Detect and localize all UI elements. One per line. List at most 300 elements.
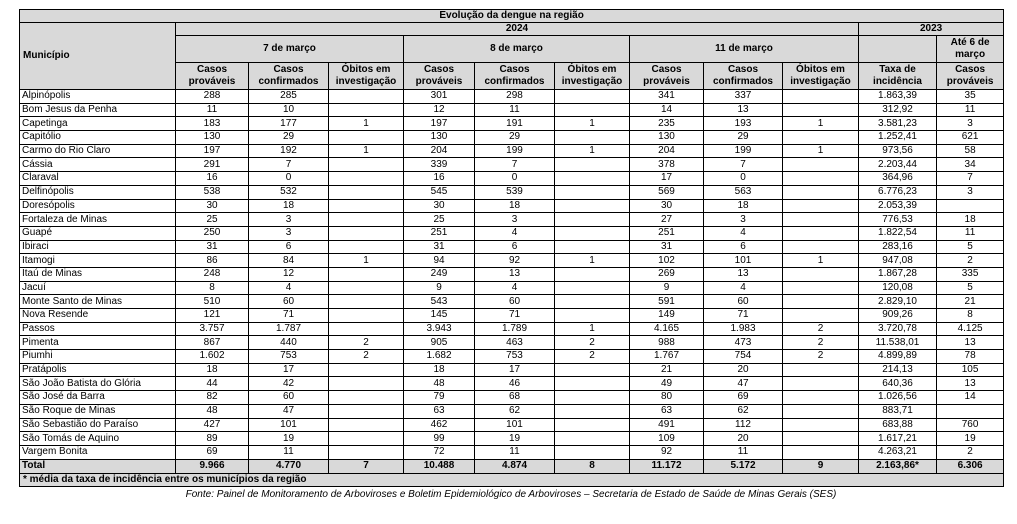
table-row (20, 377, 1004, 391)
value-cell: 2 (937, 254, 1004, 268)
value-cell (783, 267, 859, 281)
value-cell (555, 418, 630, 432)
value-cell (783, 309, 859, 323)
value-cell: 60 (704, 295, 783, 309)
value-cell: 364,96 (859, 172, 937, 186)
value-cell: 183 (176, 117, 249, 131)
municipio-cell: São Sebastião do Paraíso (20, 418, 176, 432)
sub-provaveis: Casos prováveis (404, 63, 475, 90)
value-cell: 378 (630, 158, 704, 172)
table-row (20, 295, 1004, 309)
value-cell: 2.053,39 (859, 199, 937, 213)
value-cell: 288 (176, 90, 249, 104)
value-cell: 2.203,44 (859, 158, 937, 172)
value-cell: 2.829,10 (859, 295, 937, 309)
value-cell (555, 281, 630, 295)
value-cell: 72 (404, 445, 475, 459)
sub-confirmados: Casos confirmados (249, 63, 329, 90)
value-cell: 25 (176, 213, 249, 227)
value-cell: 79 (404, 391, 475, 405)
table-title: Evolução da dengue na região (20, 10, 1004, 23)
value-cell: 2 (783, 350, 859, 364)
year-2023-header: 2023 (859, 23, 1004, 36)
municipio-cell: Jacuí (20, 281, 176, 295)
municipio-cell: Fortaleza de Minas (20, 213, 176, 227)
value-cell: 0 (704, 172, 783, 186)
value-cell: 11 (937, 226, 1004, 240)
value-cell: 776,53 (859, 213, 937, 227)
value-cell: 112 (704, 418, 783, 432)
value-cell: 199 (475, 144, 555, 158)
value-cell: 2 (555, 336, 630, 350)
value-cell: 44 (176, 377, 249, 391)
value-cell (329, 90, 404, 104)
table-row (20, 309, 1004, 323)
table-row (20, 199, 1004, 213)
municipio-cell: Itamogi (20, 254, 176, 268)
municipio-cell: Cássia (20, 158, 176, 172)
value-cell: 89 (176, 432, 249, 446)
value-cell: 11 (475, 445, 555, 459)
municipio-cell: Guapé (20, 226, 176, 240)
sub-taxa: Taxa de incidência (859, 63, 937, 90)
value-cell: 640,36 (859, 377, 937, 391)
value-cell (329, 445, 404, 459)
value-cell: 1 (555, 117, 630, 131)
value-cell: 1 (555, 144, 630, 158)
value-cell: 86 (176, 254, 249, 268)
municipio-cell: Bom Jesus da Penha (20, 103, 176, 117)
value-cell (783, 404, 859, 418)
source-text: Fonte: Painel de Monitoramento de Arboviroses e Boletim Epidemiológico de Arboviroses – Secretaria de Estado de Saúde de Minas Gerais (SES) (185, 488, 837, 500)
table-row (20, 103, 1004, 117)
value-cell: 62 (704, 404, 783, 418)
value-cell: 84 (249, 254, 329, 268)
value-cell (555, 445, 630, 459)
value-cell: 197 (176, 144, 249, 158)
value-cell (329, 432, 404, 446)
value-cell: 4.125 (937, 322, 1004, 336)
value-cell (555, 404, 630, 418)
value-cell: 30 (176, 199, 249, 213)
table-row (20, 254, 1004, 268)
value-cell (783, 363, 859, 377)
value-cell: 1.787 (249, 322, 329, 336)
date-7-marco: 7 de março (176, 36, 404, 63)
value-cell: 491 (630, 418, 704, 432)
value-cell (329, 213, 404, 227)
total-cell: 5.172 (704, 459, 783, 473)
table-row (20, 432, 1004, 446)
municipio-cell: Capitólio (20, 131, 176, 145)
value-cell: 1 (329, 117, 404, 131)
value-cell (783, 103, 859, 117)
value-cell: 35 (937, 90, 1004, 104)
value-cell: 2 (783, 336, 859, 350)
value-cell (555, 131, 630, 145)
value-cell: 62 (475, 404, 555, 418)
municipio-cell: Capetinga (20, 117, 176, 131)
sub-provaveis: Casos prováveis (630, 63, 704, 90)
municipio-cell: São João Batista do Glória (20, 377, 176, 391)
value-cell: 5 (937, 281, 1004, 295)
value-cell: 5 (937, 240, 1004, 254)
value-cell: 31 (404, 240, 475, 254)
value-cell (555, 309, 630, 323)
value-cell: 563 (704, 185, 783, 199)
total-cell: 9 (783, 459, 859, 473)
value-cell: 753 (475, 350, 555, 364)
value-cell: 99 (404, 432, 475, 446)
footnote: * média da taxa de incidência entre os municípios da região (20, 473, 1004, 486)
total-label: Total (20, 459, 176, 473)
value-cell (783, 445, 859, 459)
value-cell: 3 (249, 226, 329, 240)
value-cell: 145 (404, 309, 475, 323)
value-cell: 2 (329, 336, 404, 350)
value-cell (555, 90, 630, 104)
value-cell: 25 (404, 213, 475, 227)
value-cell: 14 (630, 103, 704, 117)
value-cell: 11 (475, 103, 555, 117)
value-cell: 337 (704, 90, 783, 104)
value-cell: 8 (937, 309, 1004, 323)
table-row (20, 418, 1004, 432)
value-cell: 31 (630, 240, 704, 254)
table-row (20, 240, 1004, 254)
municipio-cell: Vargem Bonita (20, 445, 176, 459)
sub-obitos: Óbitos em investigação (783, 63, 859, 90)
value-cell: 191 (475, 117, 555, 131)
date-8-marco: 8 de março (404, 36, 630, 63)
value-cell: 19 (475, 432, 555, 446)
table-row (20, 185, 1004, 199)
value-cell: 42 (249, 377, 329, 391)
value-cell: 13 (704, 267, 783, 281)
value-cell: 4 (475, 226, 555, 240)
year-2024-header: 2024 (176, 23, 859, 36)
value-cell: 204 (630, 144, 704, 158)
value-cell (329, 418, 404, 432)
value-cell: 78 (937, 350, 1004, 364)
value-cell: 341 (630, 90, 704, 104)
value-cell (555, 295, 630, 309)
value-cell (783, 391, 859, 405)
value-cell: 4 (475, 281, 555, 295)
value-cell: 29 (475, 131, 555, 145)
table-row (20, 90, 1004, 104)
value-cell: 94 (404, 254, 475, 268)
value-cell: 130 (630, 131, 704, 145)
value-cell: 80 (630, 391, 704, 405)
table-body (20, 90, 1004, 460)
value-cell: 7 (249, 158, 329, 172)
value-cell: 301 (404, 90, 475, 104)
value-cell: 16 (404, 172, 475, 186)
value-cell: 130 (404, 131, 475, 145)
value-cell: 69 (176, 445, 249, 459)
value-cell: 47 (249, 404, 329, 418)
table-row (20, 158, 1004, 172)
value-cell: 197 (404, 117, 475, 131)
value-cell: 18 (475, 199, 555, 213)
value-cell: 6 (249, 240, 329, 254)
value-cell: 105 (937, 363, 1004, 377)
sub-obitos: Óbitos em investigação (329, 63, 404, 90)
sub-confirmados: Casos confirmados (704, 63, 783, 90)
value-cell: 235 (630, 117, 704, 131)
sub-confirmados: Casos confirmados (475, 63, 555, 90)
value-cell: 29 (704, 131, 783, 145)
dengue-table (19, 9, 1004, 487)
value-cell (329, 240, 404, 254)
value-cell: 4 (704, 226, 783, 240)
value-cell: 92 (475, 254, 555, 268)
dengue-table-container (19, 9, 1003, 500)
value-cell: 905 (404, 336, 475, 350)
value-cell (555, 226, 630, 240)
value-cell: 71 (475, 309, 555, 323)
municipio-cell: Pimenta (20, 336, 176, 350)
value-cell: 988 (630, 336, 704, 350)
value-cell: 16 (176, 172, 249, 186)
value-cell: 248 (176, 267, 249, 281)
value-cell: 3 (475, 213, 555, 227)
total-row (20, 459, 1004, 473)
value-cell (783, 295, 859, 309)
value-cell: 1.026,56 (859, 391, 937, 405)
value-cell: 12 (249, 267, 329, 281)
value-cell: 291 (176, 158, 249, 172)
value-cell: 177 (249, 117, 329, 131)
value-cell (783, 432, 859, 446)
value-cell (329, 309, 404, 323)
value-cell: 214,13 (859, 363, 937, 377)
value-cell (937, 404, 1004, 418)
total-cell: 6.306 (937, 459, 1004, 473)
value-cell: 250 (176, 226, 249, 240)
value-cell: 68 (475, 391, 555, 405)
table-row (20, 226, 1004, 240)
value-cell: 120,08 (859, 281, 937, 295)
value-cell: 3 (704, 213, 783, 227)
value-cell: 48 (176, 404, 249, 418)
value-cell: 17 (630, 172, 704, 186)
value-cell (329, 281, 404, 295)
value-cell: 3.720,78 (859, 322, 937, 336)
col-municipio-header: Município (20, 23, 176, 90)
value-cell: 1.789 (475, 322, 555, 336)
value-cell (555, 432, 630, 446)
value-cell: 1.767 (630, 350, 704, 364)
sub-provaveis-2023: Casos prováveis (937, 63, 1004, 90)
value-cell: 63 (404, 404, 475, 418)
value-cell (555, 103, 630, 117)
table-row (20, 391, 1004, 405)
value-cell: 1 (555, 322, 630, 336)
value-cell (555, 185, 630, 199)
value-cell: 130 (176, 131, 249, 145)
value-cell: 947,08 (859, 254, 937, 268)
municipio-cell: São José da Barra (20, 391, 176, 405)
value-cell: 760 (937, 418, 1004, 432)
table-row (20, 213, 1004, 227)
total-cell: 11.172 (630, 459, 704, 473)
value-cell: 909,26 (859, 309, 937, 323)
value-cell: 867 (176, 336, 249, 350)
value-cell (329, 131, 404, 145)
value-cell: 0 (249, 172, 329, 186)
value-cell: 13 (937, 336, 1004, 350)
table-row (20, 322, 1004, 336)
value-cell: 2 (555, 350, 630, 364)
value-cell: 543 (404, 295, 475, 309)
value-cell: 1 (783, 144, 859, 158)
table-row (20, 131, 1004, 145)
value-cell: 4.165 (630, 322, 704, 336)
value-cell: 10 (249, 103, 329, 117)
value-cell (783, 131, 859, 145)
municipio-cell: São Roque de Minas (20, 404, 176, 418)
value-cell (329, 295, 404, 309)
value-cell: 18 (704, 199, 783, 213)
municipio-cell: Nova Resende (20, 309, 176, 323)
value-cell: 12 (404, 103, 475, 117)
value-cell (783, 418, 859, 432)
value-cell: 47 (704, 377, 783, 391)
value-cell: 17 (249, 363, 329, 377)
table-row (20, 117, 1004, 131)
value-cell (555, 213, 630, 227)
value-cell: 82 (176, 391, 249, 405)
value-cell: 1 (329, 254, 404, 268)
value-cell: 71 (249, 309, 329, 323)
value-cell: 19 (937, 432, 1004, 446)
value-cell (329, 322, 404, 336)
value-cell: 569 (630, 185, 704, 199)
total-cell: 2.163,86* (859, 459, 937, 473)
value-cell: 683,88 (859, 418, 937, 432)
value-cell: 63 (630, 404, 704, 418)
value-cell: 1 (783, 254, 859, 268)
value-cell (329, 185, 404, 199)
value-cell: 60 (249, 295, 329, 309)
total-cell: 9.966 (176, 459, 249, 473)
value-cell: 48 (404, 377, 475, 391)
value-cell (783, 199, 859, 213)
municipio-cell: Doresópolis (20, 199, 176, 213)
value-cell: 4 (249, 281, 329, 295)
table-row (20, 445, 1004, 459)
value-cell: 2 (937, 445, 1004, 459)
value-cell (329, 377, 404, 391)
municipio-cell: São Tomás de Aquino (20, 432, 176, 446)
value-cell: 46 (475, 377, 555, 391)
value-cell: 204 (404, 144, 475, 158)
value-cell: 18 (937, 213, 1004, 227)
value-cell: 4.263,21 (859, 445, 937, 459)
total-cell: 4.770 (249, 459, 329, 473)
total-cell: 4.874 (475, 459, 555, 473)
value-cell: 13 (475, 267, 555, 281)
value-cell: 4.899,89 (859, 350, 937, 364)
sub-provaveis: Casos prováveis (176, 63, 249, 90)
value-cell: 30 (630, 199, 704, 213)
value-cell: 883,71 (859, 404, 937, 418)
value-cell: 339 (404, 158, 475, 172)
total-cell: 8 (555, 459, 630, 473)
value-cell: 462 (404, 418, 475, 432)
value-cell: 11 (937, 103, 1004, 117)
sub-obitos: Óbitos em investigação (555, 63, 630, 90)
value-cell: 2 (329, 350, 404, 364)
value-cell: 71 (704, 309, 783, 323)
total-cell: 7 (329, 459, 404, 473)
value-cell: 19 (249, 432, 329, 446)
value-cell: 538 (176, 185, 249, 199)
value-cell (329, 158, 404, 172)
value-cell: 1 (329, 144, 404, 158)
table-row (20, 267, 1004, 281)
value-cell (783, 185, 859, 199)
value-cell (783, 158, 859, 172)
note-row (20, 473, 1004, 486)
value-cell (329, 267, 404, 281)
value-cell: 29 (249, 131, 329, 145)
value-cell: 753 (249, 350, 329, 364)
value-cell (329, 363, 404, 377)
value-cell: 3.757 (176, 322, 249, 336)
value-cell: 1.867,28 (859, 267, 937, 281)
table-row (20, 336, 1004, 350)
value-cell (783, 281, 859, 295)
value-cell: 0 (475, 172, 555, 186)
value-cell (329, 103, 404, 117)
value-cell (555, 363, 630, 377)
value-cell: 1.863,39 (859, 90, 937, 104)
value-cell (783, 213, 859, 227)
municipio-cell: Monte Santo de Minas (20, 295, 176, 309)
table-row (20, 350, 1004, 364)
value-cell: 6 (704, 240, 783, 254)
value-cell: 269 (630, 267, 704, 281)
date-ate-6-marco: Até 6 de março (937, 36, 1004, 63)
value-cell: 3.581,23 (859, 117, 937, 131)
value-cell: 101 (475, 418, 555, 432)
value-cell: 21 (630, 363, 704, 377)
value-cell: 285 (249, 90, 329, 104)
value-cell: 34 (937, 158, 1004, 172)
municipio-cell: Piumhi (20, 350, 176, 364)
value-cell (783, 377, 859, 391)
value-cell: 973,56 (859, 144, 937, 158)
value-cell: 1.682 (404, 350, 475, 364)
municipio-cell: Delfinópolis (20, 185, 176, 199)
value-cell: 335 (937, 267, 1004, 281)
value-cell: 60 (475, 295, 555, 309)
value-cell: 11 (704, 445, 783, 459)
value-cell: 60 (249, 391, 329, 405)
value-cell: 440 (249, 336, 329, 350)
value-cell: 20 (704, 363, 783, 377)
value-cell: 20 (704, 432, 783, 446)
value-cell (555, 377, 630, 391)
municipio-cell: Claraval (20, 172, 176, 186)
municipio-cell: Alpinópolis (20, 90, 176, 104)
table-row (20, 363, 1004, 377)
value-cell: 539 (475, 185, 555, 199)
value-cell: 473 (704, 336, 783, 350)
